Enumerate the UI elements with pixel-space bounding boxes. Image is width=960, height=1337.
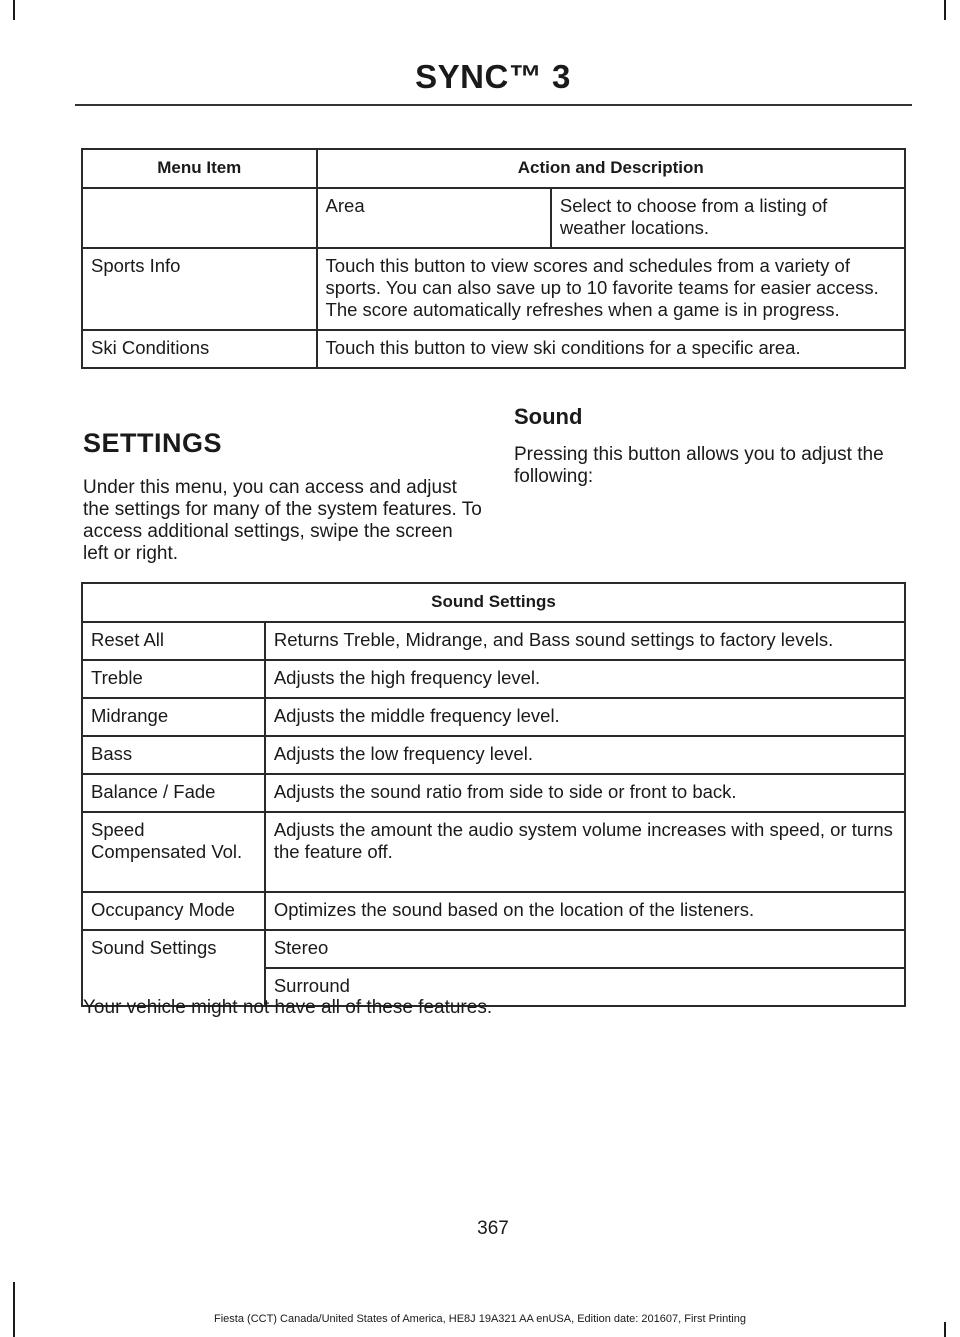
- table-row: [82, 736, 905, 774]
- description-cell: Touch this button to view ski conditions for a specific area.: [317, 330, 905, 368]
- settings-heading: SETTINGS: [83, 428, 223, 458]
- table-row: [82, 812, 905, 892]
- setting-description-cell: Optimizes the sound based on the location of the listeners.: [265, 892, 905, 930]
- footer-edition-info: Fiesta (CCT) Canada/United States of America, HE8J 19A321 AA enUSA, Edition date: 201607, First Printing: [214, 1313, 746, 1325]
- table-row: [82, 188, 905, 248]
- menu-item-table: [81, 148, 906, 369]
- settings-paragraph: Under this menu, you can access and adjust the settings for many of the system features. To access additional settings, swipe the screen left or right.: [83, 477, 482, 564]
- setting-name-cell: Bass: [82, 736, 265, 774]
- setting-description-cell: Adjusts the amount the audio system volume increases with speed, or turns the feature off.: [265, 812, 905, 892]
- feature-availability-note: Your vehicle might not have all of these features.: [83, 997, 493, 1018]
- setting-description-cell: Adjusts the high frequency level.: [265, 660, 905, 698]
- description-cell: Touch this button to view scores and schedules from a variety of sports. You can also save up to 10 favorite teams for easier access. The score automatically refreshes when a game is in progress.: [317, 248, 905, 330]
- table-header-row: [82, 149, 905, 188]
- menu-item-cell: [82, 188, 317, 248]
- table-row: [82, 892, 905, 930]
- header-divider: [75, 104, 912, 106]
- table-row: [82, 930, 905, 968]
- setting-description-cell: Stereo: [265, 930, 905, 968]
- setting-name-cell: Sound Settings: [82, 930, 265, 1006]
- table-row: [82, 622, 905, 660]
- sound-heading: Sound: [514, 404, 583, 429]
- crop-mark-bottom-left: [13, 1282, 15, 1337]
- setting-name-cell: Reset All: [82, 622, 265, 660]
- setting-description-cell: Adjusts the sound ratio from side to side or front to back.: [265, 774, 905, 812]
- setting-name-cell: Balance / Fade: [82, 774, 265, 812]
- table-row: [82, 660, 905, 698]
- setting-description-cell: Adjusts the low frequency level.: [265, 736, 905, 774]
- crop-mark-top-left: [13, 0, 15, 20]
- setting-description-cell: Returns Treble, Midrange, and Bass sound settings to factory levels.: [265, 622, 905, 660]
- table-row: [82, 774, 905, 812]
- setting-name-cell: Treble: [82, 660, 265, 698]
- column-header-action: Action and Description: [317, 149, 905, 188]
- setting-name-cell: Midrange: [82, 698, 265, 736]
- sub-item-cell: Area: [317, 188, 551, 248]
- page-header-title: SYNC™ 3: [415, 58, 571, 95]
- sound-paragraph: Pressing this button allows you to adjust the following:: [514, 444, 884, 487]
- description-cell: Select to choose from a listing of weather locations.: [551, 188, 905, 248]
- menu-item-cell: Ski Conditions: [82, 330, 317, 368]
- setting-name-cell: Occupancy Mode: [82, 892, 265, 930]
- setting-name-cell: Speed Compensated Vol.: [82, 812, 265, 892]
- column-header-menu-item: Menu Item: [82, 149, 317, 188]
- table-header-row: [82, 583, 905, 622]
- page-number: 367: [477, 1218, 509, 1239]
- sound-settings-table: [81, 582, 906, 1007]
- menu-item-cell: Sports Info: [82, 248, 317, 330]
- crop-mark-top-right: [944, 0, 946, 20]
- table-row: [82, 330, 905, 368]
- setting-description-cell: Adjusts the middle frequency level.: [265, 698, 905, 736]
- table-row: [82, 248, 905, 330]
- sound-settings-table-title: Sound Settings: [82, 583, 905, 622]
- setting-description-cell: Surround: [265, 968, 905, 1006]
- table-row: [82, 698, 905, 736]
